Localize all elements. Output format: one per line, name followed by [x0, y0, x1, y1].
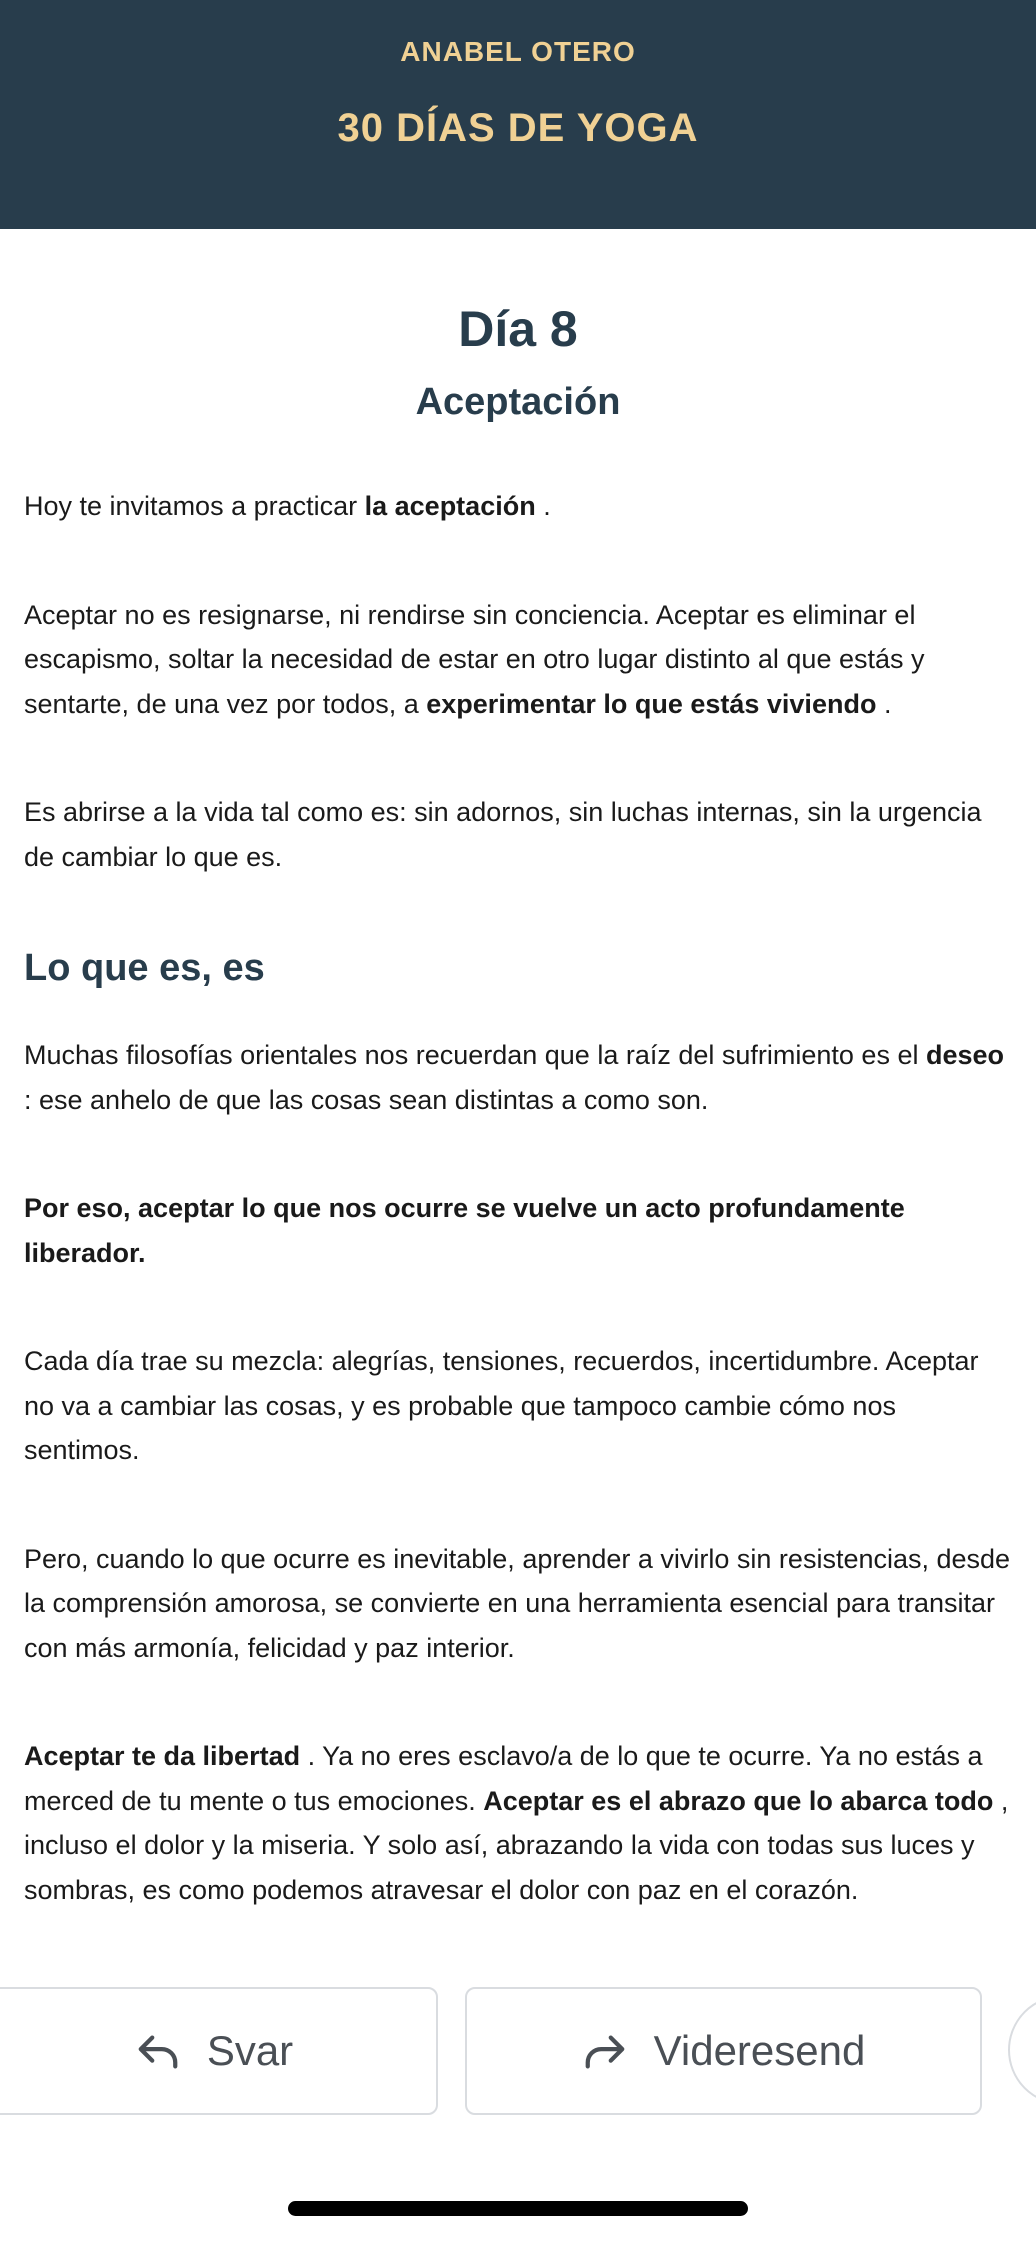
emphasis-text: experimentar lo que estás viviendo: [426, 688, 877, 719]
day-title: Día 8: [458, 301, 578, 357]
paragraph: [24, 1734, 1014, 1912]
reply-button[interactable]: [0, 1987, 438, 2115]
paragraph: Cada día trae su mezcla: alegrías, tensiones, recuerdos, incertidumbre. Aceptar no va a cambiar las cosas, y es probable que tampoco cambie cómo nos sentimos.: [24, 1346, 979, 1465]
reply-icon: [135, 2028, 181, 2074]
more-actions-button[interactable]: [1008, 1995, 1036, 2105]
forward-icon: [582, 2028, 628, 2074]
emphasis-text: la aceptación: [364, 491, 536, 521]
day-subtitle: Aceptación: [415, 381, 621, 423]
home-indicator[interactable]: [288, 2201, 748, 2216]
emphasis-text: Por eso, aceptar lo que nos ocurre se vuelve un acto profundamente liberador.: [24, 1193, 905, 1268]
newsletter-header: [0, 0, 1036, 229]
text-run: , incluso el dolor y la miseria. Y solo así, abrazando la vida con todas sus luces y sombras, es como podemos atravesar el dolor con paz en el corazón.: [24, 1785, 1009, 1905]
text-run: Aceptar no es resignarse, ni rendirse sin conciencia. Aceptar es eliminar el escapismo, soltar la necesidad de estar en otro lugar distinto al que estás y sentarte, de una vez por todos, a: [24, 599, 925, 719]
paragraph-intro: [24, 484, 1014, 529]
author-name: ANABEL OTERO: [400, 36, 636, 67]
text-run: .: [876, 688, 892, 719]
text-run: : ese anhelo de que las cosas sean distintas a como son.: [24, 1084, 709, 1115]
paragraph: [24, 593, 1014, 727]
text-run: Hoy te invitamos a practicar: [24, 491, 365, 521]
text-run: .: [535, 491, 551, 521]
reply-label: Svar: [206, 2027, 294, 2074]
text-run: . Ya no eres esclavo/a de lo que te ocurre. Ya no estás a merced de tu mente o tus emociones.: [24, 1741, 983, 1816]
emphasis-text: Aceptar es el abrazo que lo abarca todo: [483, 1785, 994, 1816]
emphasis-text: deseo: [925, 1040, 1005, 1070]
paragraph: [24, 1033, 1014, 1122]
emphasis-text: Aceptar te da libertad: [24, 1741, 301, 1771]
paragraph: Es abrirse a la vida tal como es: sin adornos, sin luchas internas, sin la urgencia de cambiar lo que es.: [24, 797, 982, 872]
paragraph-bold: [24, 1186, 1014, 1275]
paragraph: Pero, cuando lo que ocurre es inevitable, aprender a vivirlo sin resistencias, desde la comprensión amorosa, se convierte en una herramienta esencial para transitar con más armonía, felicidad y paz interior.: [24, 1543, 1011, 1663]
forward-button[interactable]: [465, 1987, 982, 2115]
series-title: 30 DÍAS DE YOGA: [337, 106, 699, 150]
text-run: Muchas filosofías orientales nos recuerdan que la raíz del sufrimiento es el: [24, 1040, 926, 1070]
section-heading: Lo que es, es: [24, 947, 265, 989]
article-body: [24, 484, 1014, 1976]
forward-label: Videresend: [653, 2027, 866, 2074]
